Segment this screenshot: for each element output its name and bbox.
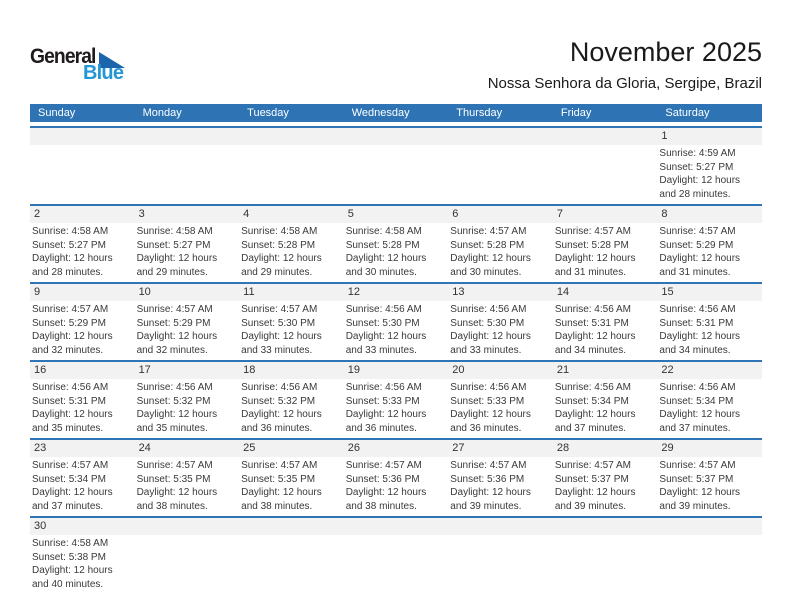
day-number: 24	[135, 440, 240, 457]
day-number-empty	[553, 128, 658, 145]
day-detail-line: Daylight: 12 hours	[450, 487, 531, 498]
weekday-header-monday: Monday	[142, 107, 182, 119]
day-detail-line: Sunrise: 4:58 AM	[136, 226, 213, 237]
day-cell-17	[135, 362, 240, 438]
empty-day-cell	[30, 128, 135, 204]
day-number: 26	[344, 440, 449, 457]
day-detail-line: and 33 minutes.	[450, 344, 522, 356]
day-number: 28	[553, 440, 658, 457]
day-number: 9	[30, 284, 135, 301]
day-number-empty	[344, 128, 449, 145]
day-detail-line: Sunset: 5:29 PM	[136, 317, 211, 329]
weekday-header-wednesday: Wednesday	[351, 107, 410, 119]
day-cell-19	[344, 362, 449, 438]
day-details	[553, 379, 658, 438]
empty-day-cell	[344, 518, 449, 603]
day-cell-30	[30, 518, 135, 603]
day-detail-line: Daylight: 12 hours	[241, 331, 322, 342]
day-detail-line: and 36 minutes.	[450, 422, 522, 434]
day-cell-25	[239, 440, 344, 516]
day-detail-line: Sunset: 5:36 PM	[345, 473, 420, 485]
day-detail-line: Sunset: 5:28 PM	[450, 239, 525, 251]
day-cell-26	[344, 440, 449, 516]
weekday-header-sunday: Sunday	[38, 107, 76, 119]
day-number-empty	[239, 128, 344, 145]
title-block	[488, 36, 762, 93]
day-detail-line: Sunrise: 4:59 AM	[659, 148, 736, 159]
day-detail-line: and 39 minutes.	[659, 500, 731, 512]
day-detail-line: Daylight: 12 hours	[32, 487, 113, 498]
day-number: 18	[239, 362, 344, 379]
weekday-header-saturday: Saturday	[665, 107, 710, 119]
day-detail-line: Sunset: 5:33 PM	[450, 395, 525, 407]
day-number: 14	[553, 284, 658, 301]
day-number: 23	[30, 440, 135, 457]
day-detail-line: Sunrise: 4:56 AM	[554, 304, 631, 315]
day-detail-line: Sunrise: 4:57 AM	[241, 460, 318, 471]
day-detail-line: Daylight: 12 hours	[659, 487, 741, 498]
day-detail-line: Daylight: 12 hours	[345, 487, 427, 498]
day-number: 29	[657, 440, 762, 457]
day-detail-line: Sunset: 5:30 PM	[345, 317, 420, 329]
day-detail-line: Sunset: 5:28 PM	[241, 239, 316, 251]
week-row-1	[30, 126, 762, 204]
day-detail-line: Sunrise: 4:57 AM	[241, 304, 318, 315]
day-number: 16	[30, 362, 135, 379]
day-detail-line: Daylight: 12 hours	[659, 253, 741, 264]
day-detail-line: Sunset: 5:33 PM	[345, 395, 420, 407]
day-detail-line: and 33 minutes.	[345, 344, 417, 356]
page-subtitle: Nossa Senhora da Gloria, Sergipe, Brazil	[487, 75, 762, 92]
general-blue-logo	[30, 46, 125, 83]
day-detail-line: Daylight: 12 hours	[241, 487, 322, 498]
day-details	[448, 301, 553, 360]
calendar-grid	[30, 104, 762, 603]
day-detail-line: Sunset: 5:32 PM	[241, 395, 316, 407]
empty-day-cell	[448, 518, 553, 603]
day-detail-line: and 35 minutes.	[136, 422, 208, 434]
day-detail-line: Sunset: 5:32 PM	[136, 395, 211, 407]
day-number-empty	[30, 128, 135, 145]
day-detail-line: Daylight: 12 hours	[450, 331, 531, 342]
day-detail-line: Sunset: 5:34 PM	[32, 473, 106, 485]
day-number-empty	[448, 128, 553, 145]
day-detail-line: Daylight: 12 hours	[241, 409, 322, 420]
day-number: 27	[448, 440, 553, 457]
weekday-header-tuesday: Tuesday	[247, 107, 289, 119]
day-detail-line: and 37 minutes.	[32, 500, 104, 512]
day-details	[30, 223, 135, 282]
day-number-empty	[448, 518, 553, 535]
weekday-header-friday: Friday	[560, 107, 592, 119]
day-detail-line: Sunrise: 4:58 AM	[32, 538, 109, 549]
day-detail-line: Sunrise: 4:57 AM	[554, 460, 631, 471]
day-detail-line: Daylight: 12 hours	[450, 253, 531, 264]
day-number: 15	[657, 284, 762, 301]
day-detail-line: Sunset: 5:31 PM	[659, 317, 734, 329]
day-detail-line: Sunset: 5:30 PM	[450, 317, 525, 329]
day-detail-line: and 40 minutes.	[32, 578, 104, 590]
day-cell-12	[344, 284, 449, 360]
empty-day-cell	[344, 128, 449, 204]
day-details	[657, 223, 762, 282]
day-detail-line: Sunset: 5:30 PM	[241, 317, 316, 329]
day-number-empty	[135, 128, 240, 145]
day-detail-line: Daylight: 12 hours	[136, 409, 218, 420]
day-detail-line: and 31 minutes.	[554, 266, 627, 278]
day-detail-line: Sunset: 5:38 PM	[32, 551, 106, 563]
day-number: 8	[657, 206, 762, 223]
calendar-weeks	[30, 126, 762, 603]
day-detail-line: Daylight: 12 hours	[345, 253, 427, 264]
day-cell-14	[553, 284, 658, 360]
day-detail-line: Sunset: 5:37 PM	[554, 473, 629, 485]
day-detail-line: Sunrise: 4:56 AM	[554, 382, 631, 393]
day-details	[135, 301, 240, 360]
day-detail-line: Sunrise: 4:57 AM	[659, 460, 736, 471]
day-number-empty	[344, 518, 449, 535]
day-detail-line: Sunset: 5:29 PM	[659, 239, 734, 251]
empty-day-cell	[135, 518, 240, 603]
day-cell-6	[448, 206, 553, 282]
page-title: November 2025	[569, 37, 762, 67]
day-details	[344, 379, 449, 438]
day-details	[553, 223, 658, 282]
day-detail-line: Daylight: 12 hours	[659, 409, 741, 420]
day-number: 2	[30, 206, 135, 223]
day-detail-line: and 35 minutes.	[32, 422, 104, 434]
day-detail-line: Sunrise: 4:56 AM	[659, 304, 736, 315]
day-cell-5	[344, 206, 449, 282]
day-detail-line: and 30 minutes.	[345, 266, 417, 278]
day-detail-line: Sunset: 5:35 PM	[136, 473, 211, 485]
day-cell-11	[239, 284, 344, 360]
day-detail-line: Daylight: 12 hours	[554, 253, 636, 264]
day-detail-line: and 32 minutes.	[32, 344, 104, 356]
day-detail-line: Daylight: 12 hours	[554, 331, 636, 342]
day-number: 3	[135, 206, 240, 223]
day-cell-24	[135, 440, 240, 516]
week-row-6	[30, 516, 762, 603]
day-details	[135, 379, 240, 438]
week-row-4	[30, 360, 762, 438]
day-cell-10	[135, 284, 240, 360]
day-detail-line: and 29 minutes.	[241, 266, 313, 278]
day-number-empty	[135, 518, 240, 535]
day-detail-line: Sunset: 5:28 PM	[554, 239, 629, 251]
day-detail-line: Sunrise: 4:57 AM	[345, 460, 422, 471]
day-detail-line: Daylight: 12 hours	[450, 409, 531, 420]
weekday-header-row	[30, 104, 762, 122]
day-number: 5	[344, 206, 449, 223]
day-detail-line: Daylight: 12 hours	[136, 331, 218, 342]
logo-text-general: General	[30, 45, 96, 68]
day-detail-line: and 32 minutes.	[136, 344, 208, 356]
day-detail-line: Daylight: 12 hours	[659, 331, 741, 342]
day-details	[657, 379, 762, 438]
day-cell-29	[657, 440, 762, 516]
day-cell-4	[239, 206, 344, 282]
day-detail-line: Sunset: 5:27 PM	[659, 161, 734, 173]
day-detail-line: and 38 minutes.	[241, 500, 313, 512]
day-cell-20	[448, 362, 553, 438]
day-details	[657, 301, 762, 360]
day-detail-line: Sunrise: 4:57 AM	[450, 226, 527, 237]
day-detail-line: Daylight: 12 hours	[659, 175, 741, 186]
day-detail-line: Daylight: 12 hours	[136, 487, 218, 498]
day-detail-line: Sunrise: 4:57 AM	[136, 304, 213, 315]
day-number-empty	[657, 518, 762, 535]
day-detail-line: Sunrise: 4:57 AM	[136, 460, 213, 471]
day-detail-line: and 39 minutes.	[450, 500, 522, 512]
day-details	[448, 457, 553, 516]
day-number: 1	[657, 128, 762, 145]
day-details	[30, 379, 135, 438]
day-details	[30, 457, 135, 516]
day-detail-line: Sunrise: 4:56 AM	[241, 382, 318, 393]
day-details	[657, 145, 762, 204]
day-number: 17	[135, 362, 240, 379]
empty-day-cell	[553, 518, 658, 603]
day-detail-line: and 39 minutes.	[554, 500, 627, 512]
day-detail-line: Sunrise: 4:57 AM	[450, 460, 527, 471]
day-number: 25	[239, 440, 344, 457]
day-detail-line: Sunset: 5:27 PM	[136, 239, 211, 251]
day-detail-line: Sunset: 5:27 PM	[32, 239, 106, 251]
day-cell-28	[553, 440, 658, 516]
day-details	[657, 457, 762, 516]
day-cell-8	[657, 206, 762, 282]
day-detail-line: and 33 minutes.	[241, 344, 313, 356]
day-detail-line: and 34 minutes.	[659, 344, 731, 356]
day-detail-line: Sunrise: 4:56 AM	[345, 382, 422, 393]
day-cell-18	[239, 362, 344, 438]
day-details	[239, 223, 344, 282]
day-number: 12	[344, 284, 449, 301]
day-details	[344, 301, 449, 360]
day-details	[30, 301, 135, 360]
day-detail-line: and 28 minutes.	[659, 188, 731, 200]
week-row-2	[30, 204, 762, 282]
week-row-3	[30, 282, 762, 360]
day-number: 10	[135, 284, 240, 301]
day-detail-line: and 34 minutes.	[554, 344, 627, 356]
day-detail-line: Sunset: 5:34 PM	[554, 395, 629, 407]
day-detail-line: Sunset: 5:34 PM	[659, 395, 734, 407]
day-detail-line: Daylight: 12 hours	[32, 331, 113, 342]
day-cell-13	[448, 284, 553, 360]
day-details	[344, 223, 449, 282]
day-detail-line: and 37 minutes.	[554, 422, 627, 434]
day-detail-line: Daylight: 12 hours	[554, 487, 636, 498]
day-details	[448, 379, 553, 438]
day-number: 19	[344, 362, 449, 379]
day-detail-line: Daylight: 12 hours	[345, 331, 427, 342]
day-detail-line: Sunrise: 4:56 AM	[450, 382, 527, 393]
day-detail-line: Sunset: 5:28 PM	[345, 239, 420, 251]
day-cell-16	[30, 362, 135, 438]
day-detail-line: and 37 minutes.	[659, 422, 731, 434]
empty-day-cell	[135, 128, 240, 204]
empty-day-cell	[553, 128, 658, 204]
day-details	[553, 457, 658, 516]
day-cell-27	[448, 440, 553, 516]
day-detail-line: Daylight: 12 hours	[32, 409, 113, 420]
day-detail-line: and 30 minutes.	[450, 266, 522, 278]
day-details	[344, 457, 449, 516]
day-detail-line: and 29 minutes.	[136, 266, 208, 278]
day-detail-line: Daylight: 12 hours	[32, 565, 113, 576]
day-detail-line: Sunrise: 4:57 AM	[32, 304, 109, 315]
day-detail-line: and 28 minutes.	[32, 266, 104, 278]
day-detail-line: Sunset: 5:37 PM	[659, 473, 734, 485]
day-detail-line: Sunrise: 4:58 AM	[32, 226, 109, 237]
day-details	[239, 301, 344, 360]
day-number: 11	[239, 284, 344, 301]
day-detail-line: and 38 minutes.	[136, 500, 208, 512]
day-details	[239, 457, 344, 516]
empty-day-cell	[448, 128, 553, 204]
weekday-header-thursday: Thursday	[456, 107, 503, 119]
day-detail-line: Daylight: 12 hours	[554, 409, 636, 420]
empty-day-cell	[657, 518, 762, 603]
day-detail-line: Sunrise: 4:57 AM	[659, 226, 736, 237]
logo-text-blue: Blue	[83, 62, 124, 84]
day-number: 4	[239, 206, 344, 223]
day-detail-line: Sunrise: 4:56 AM	[450, 304, 527, 315]
day-number: 7	[553, 206, 658, 223]
day-detail-line: Sunrise: 4:56 AM	[136, 382, 213, 393]
day-detail-line: Sunrise: 4:56 AM	[659, 382, 736, 393]
day-number: 20	[448, 362, 553, 379]
day-cell-1	[657, 128, 762, 204]
day-cell-21	[553, 362, 658, 438]
day-detail-line: Daylight: 12 hours	[32, 253, 113, 264]
day-detail-line: Sunrise: 4:58 AM	[345, 226, 422, 237]
day-detail-line: Sunset: 5:29 PM	[32, 317, 106, 329]
week-row-5	[30, 438, 762, 516]
day-number: 22	[657, 362, 762, 379]
day-number: 30	[30, 518, 135, 535]
day-cell-22	[657, 362, 762, 438]
day-detail-line: and 31 minutes.	[659, 266, 731, 278]
day-details	[239, 379, 344, 438]
day-details	[448, 223, 553, 282]
day-detail-line: Daylight: 12 hours	[136, 253, 218, 264]
day-cell-3	[135, 206, 240, 282]
day-detail-line: Sunset: 5:36 PM	[450, 473, 525, 485]
day-detail-line: Sunrise: 4:58 AM	[241, 226, 318, 237]
day-details	[135, 457, 240, 516]
empty-day-cell	[239, 128, 344, 204]
day-cell-7	[553, 206, 658, 282]
day-detail-line: Sunrise: 4:56 AM	[345, 304, 422, 315]
day-details	[553, 301, 658, 360]
day-cell-15	[657, 284, 762, 360]
day-detail-line: Daylight: 12 hours	[345, 409, 427, 420]
day-cell-2	[30, 206, 135, 282]
day-detail-line: Sunset: 5:35 PM	[241, 473, 316, 485]
day-detail-line: Sunset: 5:31 PM	[32, 395, 106, 407]
day-details	[135, 223, 240, 282]
day-cell-23	[30, 440, 135, 516]
day-detail-line: Sunrise: 4:56 AM	[32, 382, 109, 393]
day-detail-line: and 36 minutes.	[241, 422, 313, 434]
day-number: 13	[448, 284, 553, 301]
day-number-empty	[239, 518, 344, 535]
day-details	[30, 535, 135, 594]
day-number-empty	[553, 518, 658, 535]
day-detail-line: and 38 minutes.	[345, 500, 417, 512]
day-number: 6	[448, 206, 553, 223]
day-detail-line: and 36 minutes.	[345, 422, 417, 434]
day-number: 21	[553, 362, 658, 379]
day-detail-line: Daylight: 12 hours	[241, 253, 322, 264]
day-detail-line: Sunset: 5:31 PM	[554, 317, 629, 329]
day-cell-9	[30, 284, 135, 360]
empty-day-cell	[239, 518, 344, 603]
day-detail-line: Sunrise: 4:57 AM	[554, 226, 631, 237]
day-detail-line: Sunrise: 4:57 AM	[32, 460, 109, 471]
